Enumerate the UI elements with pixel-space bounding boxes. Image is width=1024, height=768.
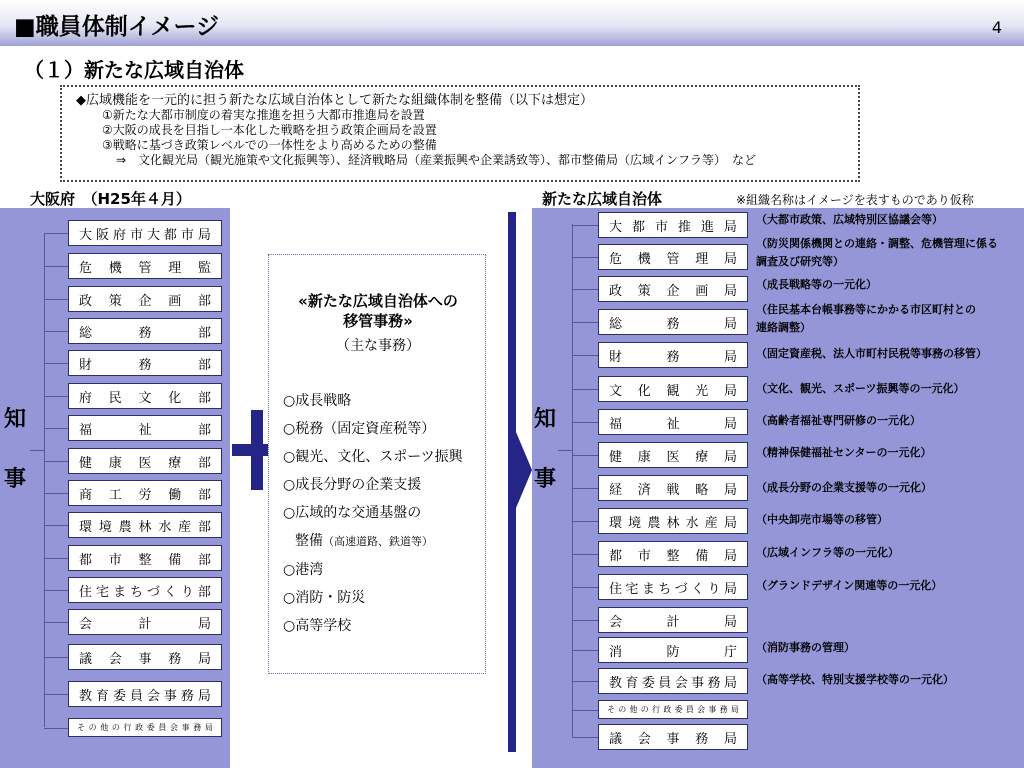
department-box xyxy=(68,253,222,279)
department-name-char: 府 xyxy=(112,227,126,243)
department-name-char: 事 xyxy=(163,688,177,704)
department-note: （グランドデザイン関連等の一元化） xyxy=(756,579,943,592)
department-name-char: 管 xyxy=(666,251,680,267)
department-name-char: 危 xyxy=(79,260,93,276)
department-name-char: 議 xyxy=(79,651,93,667)
department-name-char: 財 xyxy=(609,349,623,365)
org-connector-branch xyxy=(44,396,68,397)
department-name-char: 政 xyxy=(79,293,93,309)
department-note: （防災関係機関との連絡・調整、危機管理に係る xyxy=(756,237,998,250)
org-connector-branch xyxy=(44,266,68,267)
department-name-char: 務 xyxy=(666,349,680,365)
department-name-char: 機 xyxy=(108,260,122,276)
slide-title: ■職員体制イメージ xyxy=(14,14,220,40)
department-name-char: 部 xyxy=(197,422,211,438)
department-name-char: 育 xyxy=(95,688,109,704)
department-name-char: 療 xyxy=(168,455,182,471)
org-connector-branch xyxy=(44,299,68,300)
department-box xyxy=(598,409,748,435)
department-name-char: 境 xyxy=(98,519,112,535)
department-name-char: 計 xyxy=(138,616,152,632)
department-name-char: 局 xyxy=(723,731,737,747)
department-name-char: 他 xyxy=(629,705,638,714)
org-connector-trunk xyxy=(572,224,573,737)
department-name-char: 務 xyxy=(666,316,680,332)
department-name-char: 工 xyxy=(108,487,122,503)
department-box xyxy=(68,681,222,707)
department-box xyxy=(68,718,222,737)
department-box xyxy=(598,276,748,302)
department-name-char: 会 xyxy=(609,614,623,630)
department-box xyxy=(68,350,222,376)
department-name-char: 療 xyxy=(695,449,709,465)
org-connector-branch xyxy=(572,554,598,555)
department-name-char: 局 xyxy=(197,616,211,632)
department-name-char: 育 xyxy=(625,675,639,691)
department-name-char: 事 xyxy=(181,723,190,732)
list-item: ○成長戦略 xyxy=(283,393,352,409)
transfer-subtitle: （主な事務） xyxy=(336,338,420,354)
org-connector-branch xyxy=(44,728,68,729)
department-note: （住民基本台帳事務等にかかる市区町村との xyxy=(756,303,976,316)
org-connector-branch xyxy=(44,428,68,429)
department-name-char: 局 xyxy=(197,651,211,667)
department-name-char: 局 xyxy=(723,675,737,691)
department-name-char: 市 xyxy=(637,548,651,564)
department-name-char: 都 xyxy=(163,227,177,243)
org-connector-branch xyxy=(44,233,68,234)
department-name-char: 機 xyxy=(637,251,651,267)
department-name-char: 康 xyxy=(637,449,651,465)
department-name-char: 行 xyxy=(123,723,132,732)
department-name-char: 務 xyxy=(138,357,152,373)
department-name-char: 事 xyxy=(666,731,680,747)
department-name-char: 医 xyxy=(138,455,152,471)
department-note: （成長分野の企業支援等の一元化） xyxy=(756,481,932,494)
department-name-char: 府 xyxy=(79,390,93,406)
department-name-char: 商 xyxy=(79,487,93,503)
department-note: （大都市政策、広域特別区協議会等） xyxy=(756,213,943,226)
department-name-char: 部 xyxy=(197,325,211,341)
note-heading: ◆広域機能を一元的に担う新たな広域自治体として新たな組織体制を整備（以下は想定） xyxy=(76,93,593,108)
department-name-char: 農 xyxy=(118,519,132,535)
department-name-char: 都 xyxy=(609,548,623,564)
note-line: ③戦略に基づき政策レベルでの一体性をより高めるための整備 xyxy=(102,138,437,152)
department-name-char: 産 xyxy=(178,519,192,535)
list-item: ○税務（固定資産税等） xyxy=(283,421,436,437)
department-name-char: 部 xyxy=(197,293,211,309)
department-name-char: 水 xyxy=(685,515,699,531)
department-name-char: 員 xyxy=(658,675,672,691)
department-name-char: そ xyxy=(77,723,85,732)
department-note: 連絡調整） xyxy=(756,321,811,334)
department-box xyxy=(598,607,748,633)
department-box xyxy=(598,637,748,663)
department-name-char: 部 xyxy=(197,519,211,535)
department-box xyxy=(68,577,222,603)
department-name-char: 務 xyxy=(695,731,709,747)
department-name-char: 計 xyxy=(666,614,680,630)
department-name-char: 画 xyxy=(695,283,709,299)
department-name-char: 務 xyxy=(707,675,721,691)
department-name-char: 庁 xyxy=(723,644,737,660)
department-name-char: 局 xyxy=(723,316,737,332)
org-connector-branch xyxy=(572,587,598,588)
department-name-char: 会 xyxy=(674,675,688,691)
list-item: ○観光、文化、スポーツ振興 xyxy=(283,449,463,465)
department-name-char: 局 xyxy=(197,227,211,243)
department-name-char: 委 xyxy=(146,723,155,732)
department-name-char: 理 xyxy=(695,251,709,267)
org-connector-branch xyxy=(572,681,598,682)
department-name-char: ち xyxy=(658,581,672,597)
department-name-char: 局 xyxy=(723,416,737,432)
department-name-char: 光 xyxy=(695,383,709,399)
department-note: （高等学校、特別支援学校等の一元化） xyxy=(756,673,954,686)
department-name-char: 危 xyxy=(609,251,623,267)
department-name-char: 会 xyxy=(79,616,93,632)
department-name-char: 大 xyxy=(146,227,160,243)
department-name-char: 会 xyxy=(108,651,122,667)
department-box xyxy=(598,244,748,270)
department-name-char: 管 xyxy=(138,260,152,276)
list-item: ○広域的な交通基盤の xyxy=(283,505,422,521)
list-item: ○港湾 xyxy=(283,562,324,578)
department-name-char: 境 xyxy=(628,515,642,531)
department-name-char: 労 xyxy=(138,487,152,503)
department-name-char: 推 xyxy=(677,219,691,235)
department-name-char: 他 xyxy=(100,723,109,732)
note-line: ②大阪の成長を目指し一本化した戦略を担う政策企画局を設置 xyxy=(102,123,437,137)
department-note: 調査及び研究等） xyxy=(756,255,844,268)
department-name-char: 部 xyxy=(197,390,211,406)
department-box xyxy=(598,212,748,238)
department-name-char: 局 xyxy=(723,614,737,630)
department-box xyxy=(68,545,222,571)
department-name-char: 部 xyxy=(197,455,211,471)
list-item: ○高等学校 xyxy=(283,618,352,634)
department-name-char: 局 xyxy=(723,383,737,399)
department-note: （消防事務の管理） xyxy=(756,641,855,654)
department-name-char: 議 xyxy=(609,731,623,747)
org-connector-governor xyxy=(558,450,572,451)
department-name-char: 会 xyxy=(170,723,178,732)
department-name-char: 働 xyxy=(168,487,182,503)
department-box xyxy=(598,342,748,368)
department-name-char: 戦 xyxy=(666,482,680,498)
department-name-char: り xyxy=(180,584,194,600)
department-name-char: 健 xyxy=(79,455,93,471)
department-name-char: 策 xyxy=(108,293,122,309)
department-name-char: 局 xyxy=(723,482,737,498)
department-name-char: 事 xyxy=(708,705,717,714)
department-box xyxy=(68,220,222,246)
department-name-char: 文 xyxy=(138,390,152,406)
department-name-char: 観 xyxy=(666,383,680,399)
department-name-char: 政 xyxy=(663,705,672,714)
department-name-char: 委 xyxy=(674,705,683,714)
org-connector-governor xyxy=(30,450,44,451)
department-name-char: 員 xyxy=(685,705,694,714)
department-name-char: の xyxy=(618,705,627,714)
department-box xyxy=(598,442,748,468)
department-name-char: 監 xyxy=(197,260,211,276)
org-connector-branch xyxy=(572,710,598,711)
department-name-char: 会 xyxy=(146,688,160,704)
department-name-char: 阪 xyxy=(95,227,109,243)
department-name-char: ち xyxy=(129,584,143,600)
department-name-char: 済 xyxy=(637,482,651,498)
department-name-char: の xyxy=(640,705,649,714)
left-org-heading: 大阪府 （H25年４月） xyxy=(30,190,191,208)
department-name-char: 部 xyxy=(197,584,211,600)
department-name-char: 住 xyxy=(79,584,93,600)
department-name-char: 会 xyxy=(697,705,706,714)
department-name-char: 事 xyxy=(138,651,152,667)
department-name-char: 民 xyxy=(108,390,122,406)
org-connector-branch xyxy=(572,737,598,738)
department-box xyxy=(68,480,222,506)
org-connector-branch xyxy=(44,622,68,623)
department-name-char: づ xyxy=(674,581,688,597)
department-name-char: 宅 xyxy=(95,584,109,600)
department-name-char: 部 xyxy=(197,357,211,373)
department-box xyxy=(598,668,748,694)
department-name-char: 画 xyxy=(168,293,182,309)
org-connector-branch xyxy=(44,525,68,526)
department-name-char: づ xyxy=(146,584,160,600)
note-arrow-line: ⇒ 文化観光局（観光施策や文化振興等）、経済戦略局（産業振興や企業誘致等）、都市整備局（広域インフラ等） など xyxy=(116,153,757,167)
department-name-char: 政 xyxy=(135,723,144,732)
department-name-char: 務 xyxy=(719,705,728,714)
list-item: ○消防・防災 xyxy=(283,590,366,606)
org-connector-branch xyxy=(572,521,598,522)
department-name-char: 文 xyxy=(609,383,623,399)
department-name-char: 務 xyxy=(138,325,152,341)
department-name-char: 水 xyxy=(158,519,172,535)
department-name-char: く xyxy=(163,584,177,600)
department-name-char: 福 xyxy=(609,416,623,432)
department-name-char: 理 xyxy=(168,260,182,276)
department-name-char: 宅 xyxy=(625,581,639,597)
department-name-char: 進 xyxy=(700,219,714,235)
department-name-char: 市 xyxy=(654,219,668,235)
org-connector-branch xyxy=(44,493,68,494)
department-name-char: 局 xyxy=(723,581,737,597)
transfer-list xyxy=(283,387,463,640)
department-box xyxy=(68,415,222,441)
governor-label-char: 事 xyxy=(4,467,27,492)
department-name-char: 祉 xyxy=(138,422,152,438)
department-name-char: 整 xyxy=(138,552,152,568)
department-note: （成長戦略等の一元化） xyxy=(756,278,877,291)
department-name-char: 局 xyxy=(723,219,737,235)
department-name-char: 財 xyxy=(79,357,93,373)
department-box xyxy=(68,318,222,344)
org-connector-branch xyxy=(572,355,598,356)
department-name-char: 化 xyxy=(168,390,182,406)
department-name-char: 住 xyxy=(609,581,623,597)
department-box xyxy=(598,508,748,534)
summary-note-box xyxy=(60,85,860,182)
org-connector-branch xyxy=(44,461,68,462)
department-name-char: 企 xyxy=(666,283,680,299)
org-connector-branch xyxy=(572,289,598,290)
department-name-char: 備 xyxy=(168,552,182,568)
org-connector-branch xyxy=(572,488,598,489)
governor-label-char: 事 xyxy=(534,467,557,492)
department-name-char: 部 xyxy=(197,552,211,568)
department-name-char: 林 xyxy=(666,515,680,531)
department-name-char: 局 xyxy=(723,548,737,564)
department-box xyxy=(598,574,748,600)
department-box xyxy=(598,724,748,750)
department-name-char: 総 xyxy=(79,325,93,341)
department-name-char: 教 xyxy=(79,688,93,704)
department-name-char: 局 xyxy=(204,723,213,732)
disclaimer: ※組織名称はイメージを表すものであり仮称 xyxy=(736,193,974,207)
department-name-char: 大 xyxy=(79,227,93,243)
org-connector-branch xyxy=(572,422,598,423)
org-connector-branch xyxy=(572,225,598,226)
org-connector-branch xyxy=(44,331,68,332)
department-name-char: 整 xyxy=(666,548,680,564)
department-box xyxy=(598,700,748,719)
list-item: 整備（高速道路、鉄道等） xyxy=(295,533,433,549)
department-name-char: 局 xyxy=(723,251,737,267)
department-name-char: 市 xyxy=(180,227,194,243)
department-box xyxy=(598,475,748,501)
list-item: ○成長分野の企業支援 xyxy=(283,477,422,493)
department-name-char: 農 xyxy=(647,515,661,531)
org-connector-branch xyxy=(572,650,598,651)
org-connector-branch xyxy=(572,322,598,323)
department-box xyxy=(68,512,222,538)
department-name-char: 務 xyxy=(168,651,182,667)
department-name-char: 略 xyxy=(695,482,709,498)
department-name-char: 策 xyxy=(637,283,651,299)
department-note: （精神保健福祉センターの一元化） xyxy=(756,446,932,459)
department-name-char: 教 xyxy=(609,675,623,691)
department-name-char: 消 xyxy=(609,644,623,660)
department-name-char: く xyxy=(691,581,705,597)
department-name-char: 備 xyxy=(695,548,709,564)
department-name-char: 部 xyxy=(197,487,211,503)
department-box xyxy=(598,541,748,567)
department-name-char: 健 xyxy=(609,449,623,465)
org-connector-branch xyxy=(572,455,598,456)
department-name-char: 企 xyxy=(138,293,152,309)
department-name-char: 林 xyxy=(138,519,152,535)
department-name-char: ま xyxy=(641,581,655,597)
department-name-char: 総 xyxy=(609,316,623,332)
department-name-char: 祉 xyxy=(666,416,680,432)
department-name-char: 務 xyxy=(193,723,202,732)
governor-label-char: 知 xyxy=(4,407,27,432)
transfer-duties-box xyxy=(268,254,486,674)
department-name-char: 経 xyxy=(609,482,623,498)
transfer-arrow-icon xyxy=(488,212,534,752)
org-connector-branch xyxy=(572,389,598,390)
department-name-char: 政 xyxy=(609,283,623,299)
department-name-char: 局 xyxy=(730,705,739,714)
department-name-char: 化 xyxy=(637,383,651,399)
department-box xyxy=(68,644,222,670)
department-note: （広域インフラ等の一元化） xyxy=(756,546,899,559)
department-box xyxy=(598,376,748,402)
department-box xyxy=(68,383,222,409)
department-name-char: 環 xyxy=(79,519,93,535)
department-name-char: 局 xyxy=(723,283,737,299)
org-connector-trunk xyxy=(44,233,45,727)
department-name-char: 市 xyxy=(129,227,143,243)
department-name-char: 環 xyxy=(609,515,623,531)
department-name-char: 員 xyxy=(129,688,143,704)
org-connector-branch xyxy=(44,590,68,591)
department-name-char: 市 xyxy=(108,552,122,568)
department-name-char: 都 xyxy=(79,552,93,568)
department-name-char: そ xyxy=(607,705,615,714)
department-name-char: 会 xyxy=(637,731,651,747)
department-name-char: 員 xyxy=(158,723,167,732)
department-name-char: 事 xyxy=(691,675,705,691)
department-name-char: 康 xyxy=(108,455,122,471)
department-name-char: 局 xyxy=(197,688,211,704)
department-name-char: 産 xyxy=(704,515,718,531)
org-connector-branch xyxy=(572,620,598,621)
org-connector-branch xyxy=(44,363,68,364)
transfer-title: «新たな広域自治体への 移管事務» xyxy=(298,292,458,330)
department-name-char: 委 xyxy=(112,688,126,704)
right-org-heading: 新たな広域自治体 xyxy=(542,190,663,208)
department-note: （高齢者福祉専門研修の一元化） xyxy=(756,414,921,427)
department-name-char: 局 xyxy=(723,449,737,465)
department-note: （中央卸売市場等の移管） xyxy=(756,513,888,526)
department-note: （文化、観光、スポーツ振興等の一元化） xyxy=(756,382,965,395)
governor-label-char: 知 xyxy=(534,407,557,432)
department-name-char: 大 xyxy=(609,219,623,235)
department-name-char: 医 xyxy=(666,449,680,465)
org-connector-branch xyxy=(44,657,68,658)
department-name-char: 都 xyxy=(631,219,645,235)
department-name-char: 防 xyxy=(666,644,680,660)
department-box xyxy=(68,609,222,635)
department-name-char: 局 xyxy=(723,515,737,531)
department-name-char: 局 xyxy=(723,349,737,365)
note-line: ①新たな大都市制度の着実な推進を担う大都市推進局を設置 xyxy=(102,108,425,122)
department-name-char: 委 xyxy=(641,675,655,691)
section-title: （１）新たな広域自治体 xyxy=(24,58,244,82)
org-connector-branch xyxy=(572,257,598,258)
org-connector-branch xyxy=(44,694,68,695)
department-name-char: 福 xyxy=(79,422,93,438)
department-note: （固定資産税、法人市町村民税等事務の移管） xyxy=(756,347,987,360)
department-name-char: 行 xyxy=(652,705,661,714)
department-box xyxy=(68,448,222,474)
department-name-char: の xyxy=(88,723,97,732)
department-box xyxy=(598,309,748,335)
page-number: 4 xyxy=(991,18,1002,37)
department-name-char: り xyxy=(707,581,721,597)
department-name-char: 務 xyxy=(180,688,194,704)
org-connector-branch xyxy=(44,558,68,559)
department-name-char: ま xyxy=(112,584,126,600)
department-box xyxy=(68,286,222,312)
department-name-char: の xyxy=(111,723,120,732)
